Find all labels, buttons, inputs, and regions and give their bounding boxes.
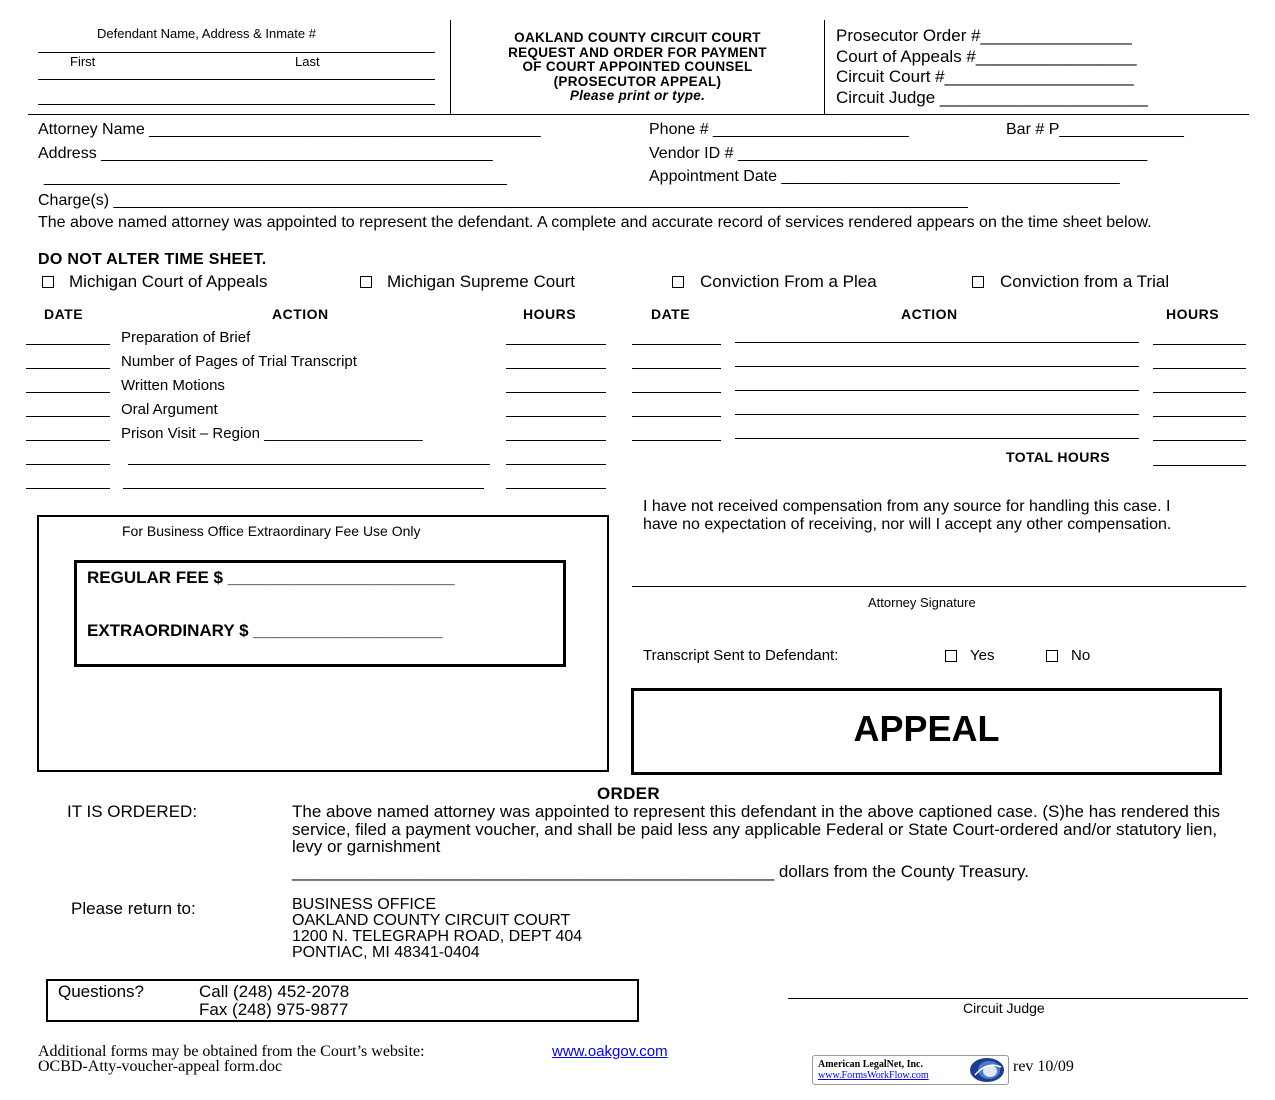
address-field[interactable]: Address ____________________________________________ [38,145,493,162]
bar-number-field[interactable]: Bar # P______________ [1006,121,1184,138]
left-date-header: DATE [44,306,84,322]
regular-fee-field[interactable] [87,568,455,588]
transcript-sent-label: Transcript Sent to Defendant: [643,647,839,664]
action-trial-transcript-pages: Number of Pages of Trial Transcript [121,353,357,370]
form-title-line-4: (PROSECUTOR APPEAL) [553,73,722,89]
right-hours-line[interactable] [1153,440,1246,441]
form-title-line-2: REQUEST AND ORDER FOR PAYMENT [508,44,767,60]
right-date-header: DATE [651,306,691,322]
defendant-line-1[interactable] [38,52,435,53]
right-date-line[interactable] [632,344,721,345]
legalnet-logo[interactable] [812,1055,1009,1085]
return-address-line-1: BUSINESS OFFICE [292,896,437,913]
circuit-judge-field[interactable]: Circuit Judge ______________________ [836,87,1148,107]
extraordinary-fee-text[interactable]: EXTRAORDINARY $ ____________________ [87,621,443,640]
right-action-line[interactable] [735,414,1139,415]
right-hours-line[interactable] [1153,392,1246,393]
left-hours-line[interactable] [506,392,606,393]
right-action-line[interactable] [735,342,1139,343]
questions-fax: Fax (248) 975-9877 [199,1000,349,1019]
circuit-judge-signature-line[interactable] [788,998,1248,999]
form-title-line-1: OAKLAND COUNTY CIRCUIT COURT [514,30,761,45]
header-divider-right [824,20,825,114]
attorney-signature-label: Attorney Signature [868,595,976,610]
right-date-line[interactable] [632,368,721,369]
action-prison-visit: Prison Visit – Region ___________________ [121,425,423,442]
logo-company-name: American LegalNet, Inc. [818,1059,923,1070]
header-divider-left [450,20,451,114]
form-title-line-3: OF COURT APPOINTED COUNSEL [522,59,753,74]
michigan-court-of-appeals-checkbox[interactable] [42,276,54,288]
left-date-line[interactable] [26,440,110,441]
action-written-motions: Written Motions [121,377,225,394]
appointment-statement: The above named attorney was appointed to represent the defendant. A complete and accurate record of services rendered appears on the time sheet below. [38,214,1152,231]
left-date-line[interactable] [26,464,110,465]
left-hours-line[interactable] [506,416,606,417]
appeal-stamp: APPEAL [853,708,1000,749]
address-line-2[interactable]: ____________________________________________________ [44,169,507,186]
return-to-label: Please return to: [71,899,196,918]
form-filename: OCBD-Atty-voucher-appeal form.doc [38,1058,283,1075]
circuit-judge-signature-label: Circuit Judge [963,1000,1045,1016]
right-date-line[interactable] [632,392,721,393]
court-of-appeals-field[interactable]: Court of Appeals #_________________ [836,46,1137,66]
michigan-supreme-court-checkbox[interactable] [360,276,372,288]
left-hours-line[interactable] [506,464,606,465]
left-hours-line[interactable] [506,488,606,489]
left-action-line[interactable] [128,464,490,465]
right-action-line[interactable] [735,390,1139,391]
vendor-id-field[interactable]: Vendor ID # ______________________________________________ [649,145,1148,162]
revision-label: rev 10/09 [1013,1058,1074,1075]
left-date-line[interactable] [26,416,110,417]
left-hours-line[interactable] [506,344,606,345]
right-action-line[interactable] [735,366,1139,367]
form-title [455,31,820,104]
questions-label: Questions? [58,982,144,1001]
form-subtitle: Please print or type. [569,88,706,103]
conviction-trial-label: Conviction from a Trial [1000,272,1170,291]
extraordinary-fee-field[interactable] [87,621,442,641]
total-hours-label: TOTAL HOURS [1006,449,1110,465]
circuit-court-field[interactable]: Circuit Court #____________________ [836,67,1134,86]
attorney-signature-line[interactable] [632,586,1246,587]
right-date-line[interactable] [632,416,721,417]
defendant-label: Defendant Name, Address & Inmate # [97,26,316,41]
right-action-header: ACTION [901,306,958,322]
transcript-no-label: No [1071,647,1091,664]
action-preparation-of-brief: Preparation of Brief [121,329,251,346]
logo-url[interactable]: www.FormsWorkFlow.com [818,1070,929,1081]
order-amount-line[interactable]: ___________________________________________________ dollars from the County Treasury. [292,862,1029,881]
michigan-court-of-appeals-label: Michigan Court of Appeals [69,272,268,291]
right-hours-header: HOURS [1166,306,1220,322]
defendant-line-2[interactable] [38,79,435,80]
transcript-yes-label: Yes [970,647,995,664]
header-rule [28,114,1249,115]
right-date-line[interactable] [632,440,721,441]
return-address-line-3: 1200 N. TELEGRAPH ROAD, DEPT 404 [292,928,583,945]
left-action-header: ACTION [272,306,329,322]
forms-availability-text: Additional forms may be obtained from the Court’s website: [38,1043,425,1060]
attorney-name-field[interactable]: Attorney Name ____________________________________________ [38,121,541,138]
left-hours-line[interactable] [506,440,606,441]
order-heading: ORDER [597,784,660,803]
appointment-date-field[interactable]: Appointment Date ______________________________________ [649,168,1120,185]
total-hours-line[interactable] [1153,465,1246,466]
it-is-ordered-label: IT IS ORDERED: [67,802,198,821]
right-hours-line[interactable] [1153,344,1246,345]
phone-field[interactable]: Phone # ______________________ [649,121,909,138]
left-action-line[interactable] [123,488,484,489]
last-name-label: Last [295,54,320,69]
business-office-caption: For Business Office Extraordinary Fee Use Only [122,523,421,539]
right-hours-line[interactable] [1153,416,1246,417]
right-action-line[interactable] [735,438,1139,439]
defendant-line-3[interactable] [38,104,435,105]
website-link[interactable]: www.oakgov.com [552,1043,668,1060]
questions-phone[interactable]: Call (248) 452-2078 [199,982,350,1001]
return-address-line-4: PONTIAC, MI 48341-0404 [292,944,480,961]
michigan-supreme-court-label: Michigan Supreme Court [387,272,576,291]
regular-fee-text[interactable]: REGULAR FEE $ ________________________ [87,568,455,587]
order-text: The above named attorney was appointed to represent this defendant in the above captioned case. (S)he has rendered this service, filed a payment voucher, and shall be paid less any applicable Federal or State Court-ordered and/or statutory lien, levy or garnishment [292,802,1221,856]
do-not-alter-warning: DO NOT ALTER TIME SHEET. [38,251,267,268]
left-hours-line[interactable] [506,368,606,369]
left-date-line[interactable] [26,392,110,393]
transcript-no-checkbox[interactable] [1046,650,1058,662]
compensation-statement: I have not received compensation from any source for handling this case. I have no expectation of receiving, nor will I accept any other compensation. [643,498,1172,533]
left-hours-header: HOURS [523,306,577,322]
return-address [292,897,582,961]
first-name-label: First [70,54,96,69]
prosecutor-order-field[interactable]: Prosecutor Order #________________ [836,26,1132,45]
case-numbers[interactable] [836,26,1148,108]
return-address-line-2: OAKLAND COUNTY CIRCUIT COURT [292,912,571,929]
conviction-trial-checkbox[interactable] [972,276,984,288]
right-hours-line[interactable] [1153,368,1246,369]
globe-icon [969,1057,1005,1083]
charges-field[interactable]: Charge(s) ________________________________________________________________________________________________ [38,192,968,209]
conviction-plea-checkbox[interactable] [672,276,684,288]
left-date-line[interactable] [26,368,110,369]
action-oral-argument: Oral Argument [121,401,218,418]
conviction-plea-label: Conviction From a Plea [700,272,877,291]
left-date-line[interactable] [26,488,110,489]
left-date-line[interactable] [26,344,110,345]
transcript-yes-checkbox[interactable] [945,650,957,662]
